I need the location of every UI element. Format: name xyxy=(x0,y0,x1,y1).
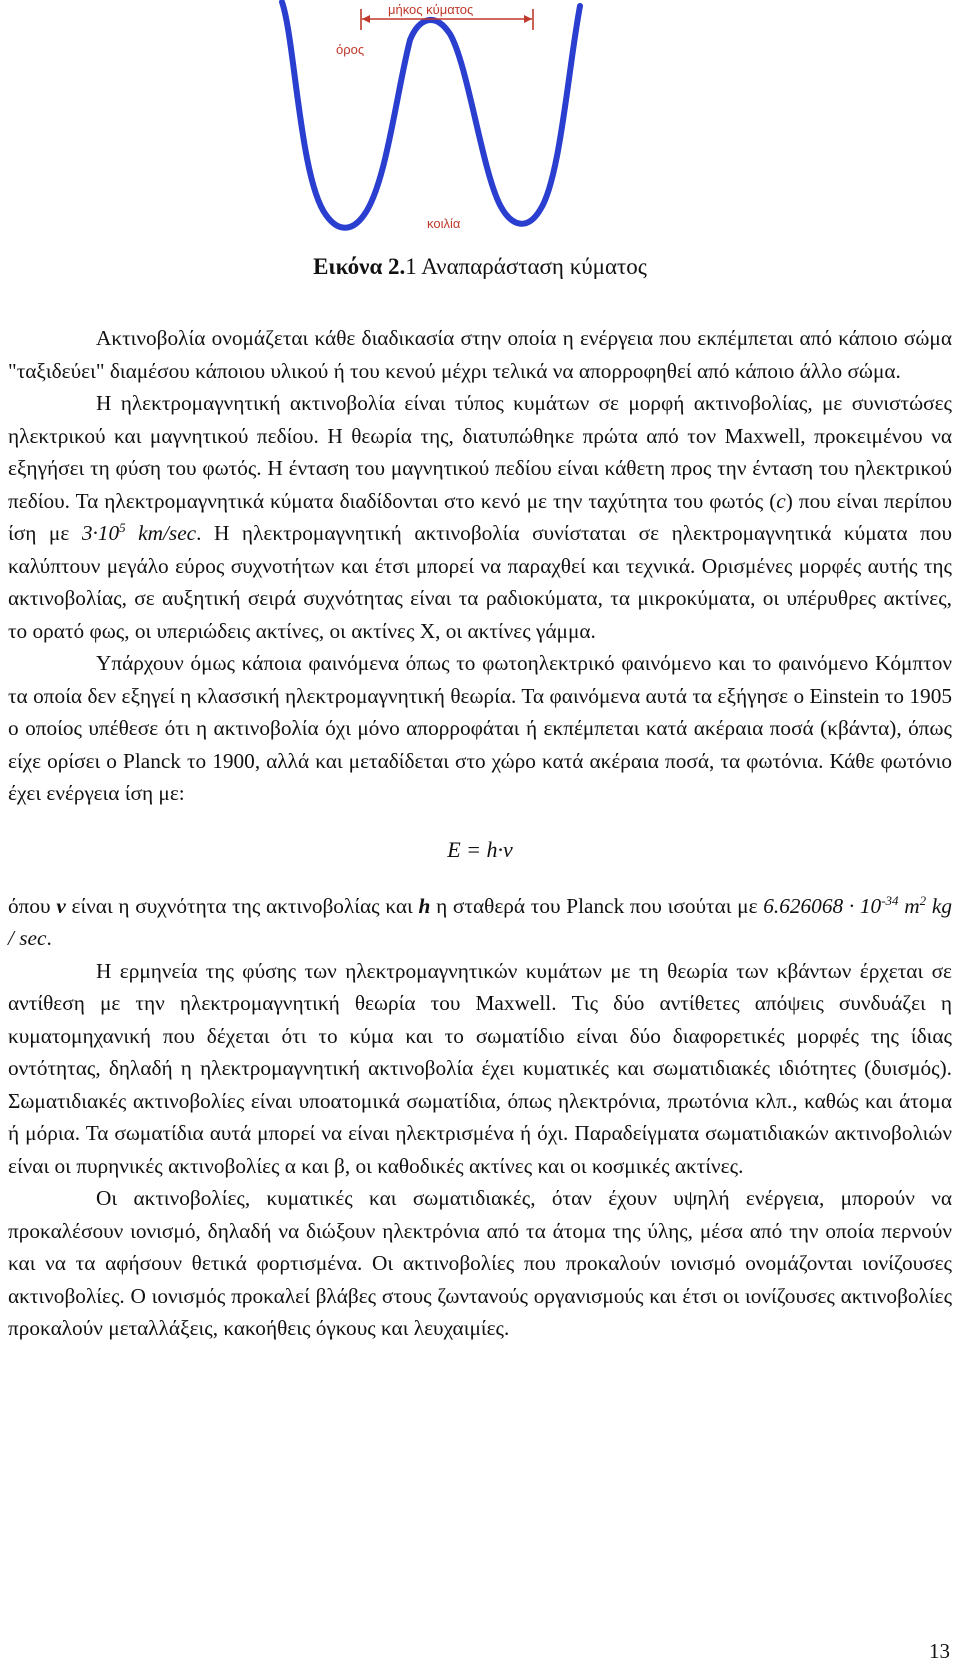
arrowhead-left xyxy=(362,15,370,23)
body-text xyxy=(8,322,952,1345)
frequency-symbol: v xyxy=(56,893,66,918)
p2-text-b: ) που είναι περίπου ίση με xyxy=(8,488,952,545)
paragraph-6: Οι ακτινοβολίες, κυματικές και σωματιδιακές, όταν έχουν υψηλή ενέργεια, μπορούν να προκαλέσουν ιονισμό, δηλαδή να διώξουν ηλεκτρόνια από τα άτομα της ύλης, μέσα από την οποία περνούν και να τα αφήσουν θετικά φορτισμένα. Οι ακτινοβολίες που προκαλούν ιονισμό ονομάζονται ιονίζουσες ακτινοβολίες. Ο ιονισμός προκαλεί βλάβες στους ζωντανούς οργανισμούς και έτσι οι ιονίζουσες ακτινοβολίες προκαλούν μεταλλάξεις, κακοήθεις όγκους και λευχαιμίες. xyxy=(8,1186,952,1340)
speed-of-light-symbol: c xyxy=(776,488,786,513)
speed-value: 3·10 xyxy=(81,521,120,545)
page-number: 13 xyxy=(929,1639,950,1663)
p2-text-a: Η ηλεκτρομαγνητική ακτινοβολία είναι τύπος κυμάτων σε μορφή ακτινοβολίας, με συνιστώσες ηλεκτρικού και μαγνητικού πεδίου. Η θεωρία της, διατυπώθηκε πρώτα από τον Maxwell, προκειμένου να εξηγήσει τη φύση του φωτός. Η ένταση του μαγνητικού πεδίου είναι κάθετη προς την ένταση του ηλεκτρικού πεδίου. Τα ηλεκτρομαγνητικά κύματα διαδίδονται στο κενό με την ταχύτητα του φωτός ( xyxy=(8,391,952,513)
crest-label: όρος xyxy=(336,42,365,57)
paragraph-1: Ακτινοβολία ονομάζεται κάθε διαδικασία στην οποία η ενέργεια που εκπέμπεται από κάποιο σώμα "ταξιδεύει" διαμέσου κάποιου υλικού ή του κενού μέχρι τελικά να απορροφηθεί από κάποιο άλλο σώμα. xyxy=(8,326,952,383)
paragraph-3: Υπάρχουν όμως κάποια φαινόμενα όπως το φωτοηλεκτρικό φαινόμενο και το φαινόμενο Κόμπτον τα οποία δεν εξηγεί η κλασσική ηλεκτρομαγνητική θεωρία. Τα φαινόμενα αυτά τα εξήγησε ο Einstein το 1905 ο οποίος υπέθεσε ότι η ακτινοβολία όχι μόνο απορροφάται ή εκπέμπεται κατά ακέραια ποσά (κβάντα), όπως είχε ορίσει ο Planck το 1900, αλλά και μεταδίδεται στο χώρο κατά ακέραια ποσά, τα φωτόνια. Κάθε φωτόνιο έχει ενέργεια ίση με: xyxy=(8,651,952,805)
energy-equation: E = h·v xyxy=(447,836,513,862)
wave-curve xyxy=(282,2,580,228)
speed-exponent: 5 xyxy=(119,519,126,535)
paragraph-5: Η ερμηνεία της φύσης των ηλεκτρομαγνητικών κυμάτων με τη θεωρία των κβάντων έρχεται σε αντίθεση με την ηλεκτρομαγνητική θεωρία του Maxwell. Τις δύο αντίθετες απόψεις συνδυάζει η κυματομηχανική που δέχεται ότι το κύμα και το σωματίδιο είναι δύο διαφορετικές μορφές της ίδιας οντότητας, δηλαδή η ηλεκτρομαγνητική ακτινοβολία έχει κυματικές και σωματιδιακές ιδιότητες (δυισμός). Σωματιδιακές ακτινοβολίες είναι υποατομικά σωματίδια, όπως ηλεκτρόνια, πρωτόνια κλπ., καθώς και άτομα ή μόρια. Τα σωματίδια αυτά μπορεί να είναι ηλεκτρισμένα ή όχι. Παραδείγματα σωματιδιακών ακτινοβολιών είναι οι πυρηνικές ακτινοβολίες α και β, οι καθοδικές ακτίνες και οι κοσμικές ακτίνες. xyxy=(8,958,952,1178)
paragraph-4 xyxy=(8,890,952,955)
caption-lead: Εικόνα 2. xyxy=(313,254,406,279)
planck-unit-rest: kg / sec xyxy=(8,893,952,950)
planck-unit-exponent: 2 xyxy=(919,892,927,908)
planck-unit-m: m xyxy=(898,893,920,918)
trough-label: κοιλία xyxy=(427,216,461,231)
wave-figure xyxy=(0,0,960,250)
planck-symbol: h xyxy=(418,893,431,918)
wavelength-label: μήκος κύματος xyxy=(388,2,474,17)
figure-caption xyxy=(0,254,960,280)
arrowhead-right xyxy=(524,15,532,23)
p4-text-c: η σταθερά του Planck που ισούται με xyxy=(430,893,764,918)
planck-exponent: -34 xyxy=(881,892,899,908)
caption-text: 1 Αναπαράσταση κύματος xyxy=(405,254,647,279)
planck-value: 6.626068 · 10 xyxy=(763,893,882,918)
paragraph-2 xyxy=(8,387,952,647)
p4-text-b: είναι η συχνότητα της ακτινοβολίας και xyxy=(65,893,419,918)
p4-end: . xyxy=(46,926,52,950)
p4-text-a: όπου xyxy=(8,893,57,918)
speed-unit: km/sec xyxy=(125,521,197,545)
p2-text-c: . Η ηλεκτρομαγνητική ακτινοβολία συνίσταται σε ηλεκτρομαγνητικά κύματα που καλύπτουν μεγάλο εύρος συχνοτήτων και έτσι μπορεί να παραχθεί και τεχνικά. Ορισμένες μορφές αυτής της ακτινοβολίας, σε αυξητική σειρά συχνότητας είναι τα ραδιοκύματα, τα μικροκύματα, οι υπέρυθρες ακτίνες, το ορατό φως, οι υπεριώδεις ακτίνες, οι ακτίνες Χ, οι ακτίνες γάμμα. xyxy=(8,521,952,643)
